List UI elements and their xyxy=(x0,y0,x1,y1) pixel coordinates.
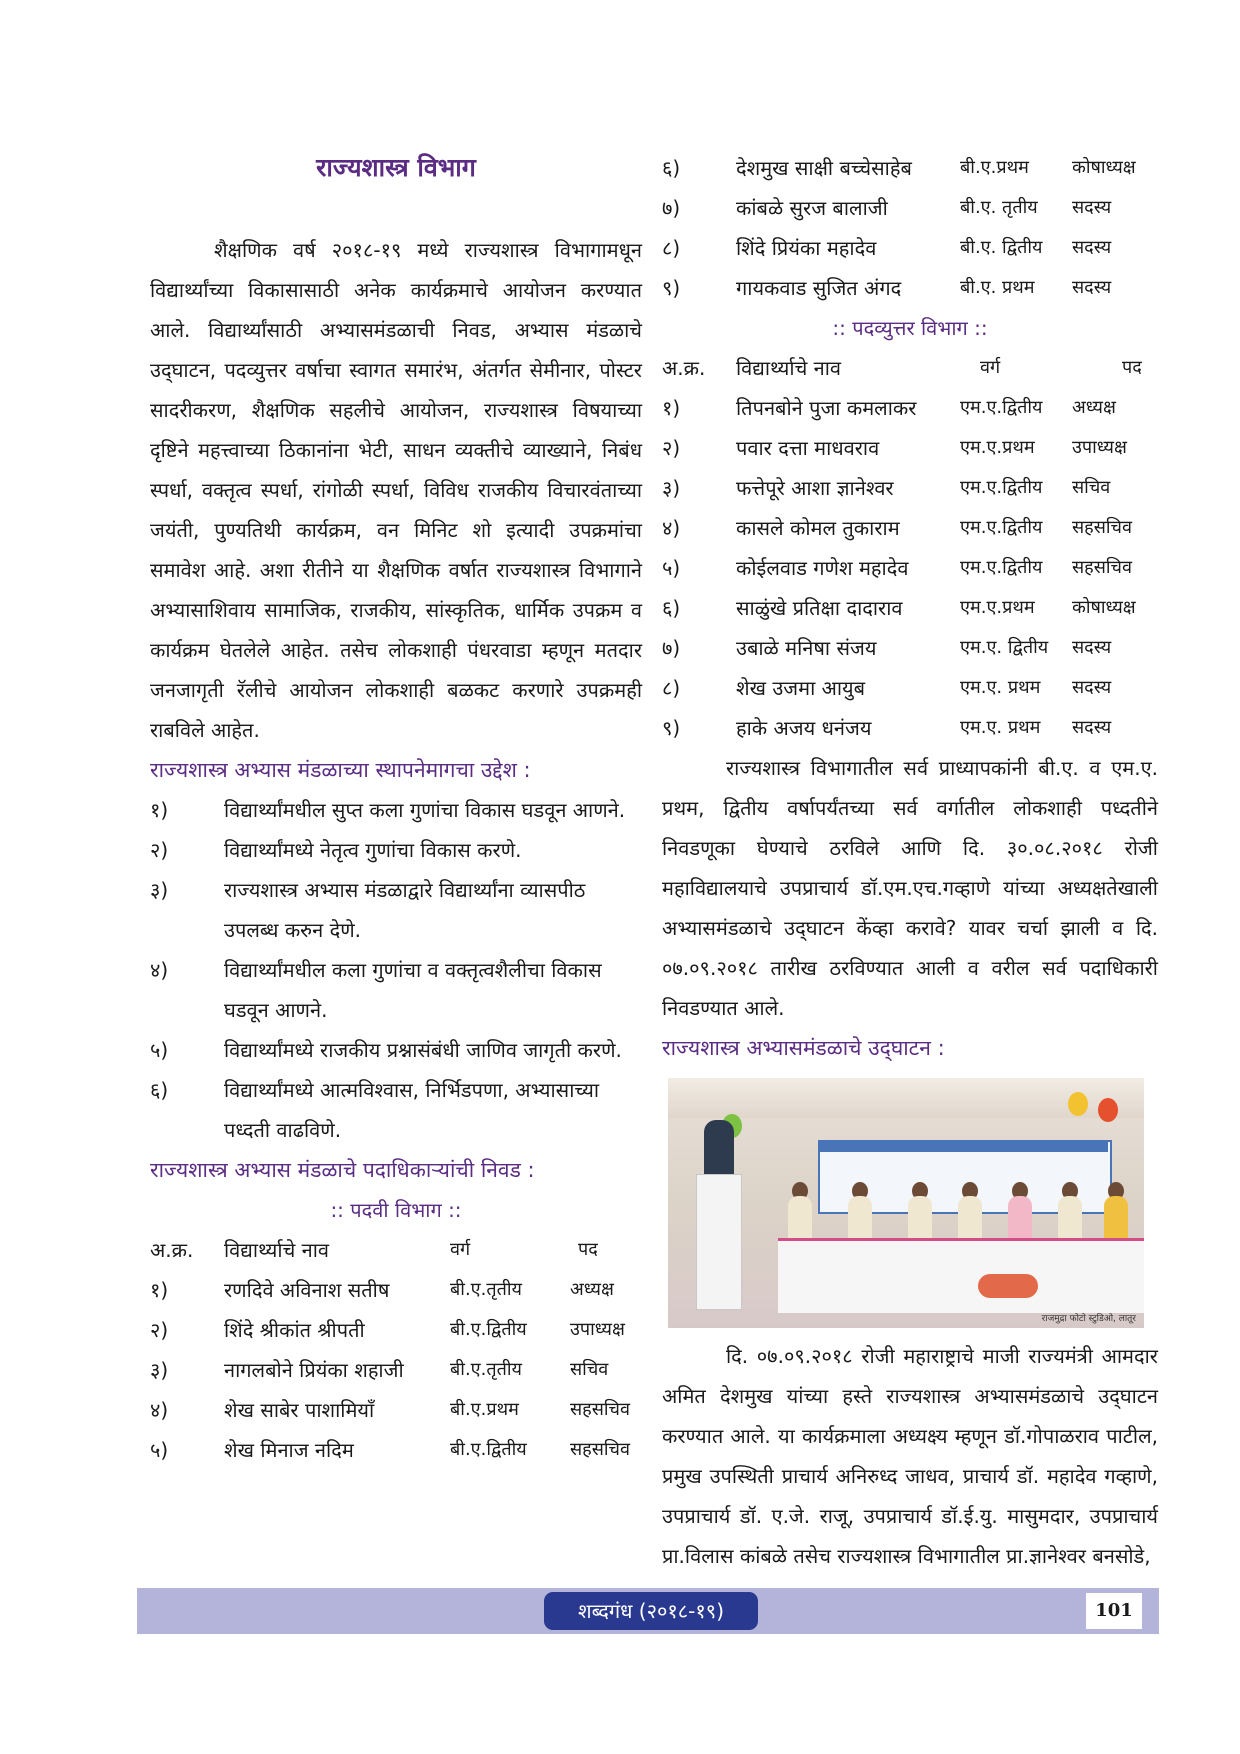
cell-class: बी.ए. तृतीय xyxy=(960,197,1038,218)
table-row xyxy=(662,548,1158,588)
table-row xyxy=(662,668,1158,708)
cell-post: सदस्य xyxy=(1072,717,1112,738)
cell-no: ३) xyxy=(662,476,681,500)
magazine-title: शब्दगंध (२०१८-१९) xyxy=(544,1592,758,1630)
cell-name: कासले कोमल तुकाराम xyxy=(736,516,900,540)
page-title: राज्यशास्त्र विभाग xyxy=(316,153,476,182)
cell-post: सहसचिव xyxy=(570,1399,630,1420)
list-text: विद्यार्थ्यांमध्ये आत्मविश्वास, निर्भिडपणा, अभ्यासाच्या पध्दती वाढविणे. xyxy=(224,1078,600,1142)
cell-no: ६) xyxy=(662,156,681,180)
cell-no: ७) xyxy=(662,196,681,220)
table-row xyxy=(150,1390,642,1430)
cell-class: बी.ए.तृतीय xyxy=(450,1279,522,1300)
cell-no: ९) xyxy=(662,716,681,740)
list-number: ३) xyxy=(150,878,169,902)
cell-post: सदस्य xyxy=(1072,637,1112,658)
guest-figure xyxy=(1008,1196,1032,1240)
dais-table xyxy=(778,1238,1144,1313)
cell-name: तिपनबोने पुजा कमलाकर xyxy=(736,396,917,420)
cell-class: एम.ए.द्वितीय xyxy=(960,517,1043,538)
balloon-icon xyxy=(1098,1098,1118,1122)
list-text: विद्यार्थ्यांमध्ये नेतृत्व गुणांचा विकास करणे. xyxy=(224,838,522,862)
cell-class: बी.ए.द्वितीय xyxy=(450,1439,527,1460)
balloon-icon xyxy=(1068,1092,1088,1116)
table-row xyxy=(662,228,1158,268)
cell-no: ३) xyxy=(150,1358,169,1382)
cell-no: २) xyxy=(150,1318,169,1342)
cell-no: १) xyxy=(662,396,681,420)
cell-class: एम.ए.द्वितीय xyxy=(960,477,1043,498)
table-row xyxy=(662,268,1158,308)
cell-class: बी.ए.प्रथम xyxy=(960,157,1029,178)
cell-name: उबाळे मनिषा संजय xyxy=(736,636,877,660)
list-text: विद्यार्थ्यांमधील कला गुणांचा व वक्तृत्वशैलीचा विकास घडवून आणने. xyxy=(224,958,602,1022)
cell-no: ४) xyxy=(662,516,681,540)
header-post: पद xyxy=(578,1239,598,1260)
cell-post: सदस्य xyxy=(1072,677,1112,698)
photo-caption: राजमुद्रा फोटो स्टुडिओ, लातूर xyxy=(1041,1314,1136,1324)
list-item xyxy=(150,790,642,830)
cell-name: शेख मिनाज नदिम xyxy=(224,1438,354,1462)
list-text: विद्यार्थ्यांमध्ये राजकीय प्रश्नासंबंधी जाणिव जागृती करणे. xyxy=(224,1038,622,1062)
header-class: वर्ग xyxy=(450,1239,471,1260)
table-header xyxy=(150,1230,642,1270)
ug-table-continued xyxy=(662,148,1158,308)
table-row xyxy=(662,508,1158,548)
election-paragraph: राज्यशास्त्र विभागातील सर्व प्राध्यापकांनी बी.ए. व एम.ए. प्रथम, द्वितीय वर्षापर्यंतच्या सर्व वर्गातील लोकशाही पध्दतीने निवडणूका घेण्याचे ठरविले आणि दि. ३०.०८.२०१८ रोजी महाविद्यालयाचे उपप्राचार्य डॉ.एम.एच.गव्हाणे यांच्या अध्यक्षतेखाली अभ्यासमंडळाचे उद्‌घाटन केंव्हा करावे? यावर चर्चा झाली व दि. ०७.०९.२०१८ तारीख ठरविण्यात आली व वरील सर्व पदाधिकारी निवडण्यात आले. xyxy=(662,756,1158,1020)
cell-post: उपाध्यक्ष xyxy=(570,1319,625,1340)
cell-name: रणदिवे अविनाश सतीष xyxy=(224,1278,390,1302)
cell-post: कोषाध्यक्ष xyxy=(1072,597,1136,618)
cell-no: ८) xyxy=(662,236,681,260)
cell-no: ६) xyxy=(662,596,681,620)
cell-no: २) xyxy=(662,436,681,460)
right-column xyxy=(662,148,1158,1576)
cell-post: सचिव xyxy=(570,1359,609,1380)
pg-section-title: :: पदव्युत्तर विभाग :: xyxy=(832,316,988,340)
header-no: अ.क्र. xyxy=(150,1238,194,1262)
table-row xyxy=(662,388,1158,428)
list-text: विद्यार्थ्यांमधील सुप्त कला गुणांचा विकास घडवून आणने. xyxy=(224,798,626,822)
guest-figure xyxy=(1104,1196,1128,1240)
cell-class: बी.ए.द्वितीय xyxy=(450,1319,527,1340)
cell-class: एम.ए.द्वितीय xyxy=(960,557,1043,578)
objectives-list xyxy=(150,790,642,1150)
cell-class: एम.ए. प्रथम xyxy=(960,717,1041,738)
speaker-figure xyxy=(704,1120,734,1174)
cell-no: ५) xyxy=(150,1438,169,1462)
list-number: ४) xyxy=(150,958,169,982)
cell-no: ४) xyxy=(150,1398,169,1422)
cell-name: शेख उजमा आयुब xyxy=(736,676,866,700)
header-post: पद xyxy=(1122,357,1142,378)
list-text: राज्यशास्त्र अभ्यास मंडळाद्वारे विद्यार्थ्यांना व्यासपीठ उपलब्ध करुन देणे. xyxy=(224,878,586,942)
table-row xyxy=(662,468,1158,508)
header-name: विद्यार्थ्याचे नाव xyxy=(224,1238,330,1262)
cell-no: ९) xyxy=(662,276,681,300)
cell-name: कांबळे सुरज बालाजी xyxy=(736,196,888,220)
table-row xyxy=(150,1310,642,1350)
cell-name: शेख साबेर पाशामियाँ xyxy=(224,1398,375,1422)
inauguration-title: राज्यशास्त्र अभ्यासमंडळाचे उद्‌घाटन : xyxy=(662,1036,945,1060)
cell-class: एम.ए.प्रथम xyxy=(960,437,1035,458)
cell-post: सदस्य xyxy=(1072,237,1112,258)
left-column xyxy=(150,150,642,1470)
list-number: ६) xyxy=(150,1078,169,1102)
table-header xyxy=(662,348,1158,388)
cell-post: अध्यक्ष xyxy=(570,1279,614,1300)
table-row xyxy=(150,1350,642,1390)
podium xyxy=(696,1174,742,1310)
guest-figure xyxy=(958,1196,982,1240)
table-row xyxy=(662,428,1158,468)
list-item xyxy=(150,950,642,1030)
cell-post: अध्यक्ष xyxy=(1072,397,1116,418)
flower-bouquet xyxy=(978,1274,1038,1298)
table-row xyxy=(150,1430,642,1470)
officers-title: राज्यशास्त्र अभ्यास मंडळाचे पदाधिकाऱ्यांची निवड : xyxy=(150,1158,535,1182)
cell-post: सहसचिव xyxy=(570,1439,630,1460)
table-row xyxy=(150,1270,642,1310)
list-item xyxy=(150,1030,642,1070)
cell-name: नागलबोने प्रियंका शहाजी xyxy=(224,1358,404,1382)
cell-post: सहसचिव xyxy=(1072,557,1132,578)
guest-figure xyxy=(1058,1196,1082,1240)
inauguration-paragraph: दि. ०७.०९.२०१८ रोजी महाराष्ट्राचे माजी राज्यमंत्री आमदार अमित देशमुख यांच्या हस्ते राज्यशास्त्र अभ्यासमंडळाचे उद्‌घाटन करण्यात आले. या कार्यक्रमाला अध्यक्ष्य म्हणून डॉ.गोपाळराव पाटील, प्रमुख उपस्थिती प्राचार्य अनिरुध्द जाधव, प्राचार्य डॉ. महादेव गव्हाणे, उपप्राचार्य डॉ. ए.जे. राजू, उपप्राचार्य डॉ.ई.यु. मासुमदार, उपप्राचार्य प्रा.विलास कांबळे तसेच राज्यशास्त्र विभागातील प्रा.ज्ञानेश्वर बनसोडे, xyxy=(662,1344,1158,1568)
header-class: वर्ग xyxy=(980,357,1001,378)
ug-table xyxy=(150,1230,642,1470)
page-number: 101 xyxy=(1086,1593,1142,1629)
photo-banner-strip xyxy=(818,1140,1108,1152)
cell-name: हाके अजय धनंजय xyxy=(736,716,872,740)
ug-section-title: :: पदवी विभाग :: xyxy=(330,1198,462,1222)
objectives-title: राज्यशास्त्र अभ्यास मंडळाच्या स्थापनेमागचा उद्देश : xyxy=(150,758,531,782)
guest-figure xyxy=(908,1196,932,1240)
cell-class: एम.ए.द्वितीय xyxy=(960,397,1043,418)
cell-name: साळुंखे प्रतिक्षा दादाराव xyxy=(736,596,903,620)
cell-class: एम.ए.प्रथम xyxy=(960,597,1035,618)
cell-no: ७) xyxy=(662,636,681,660)
guest-figure xyxy=(848,1196,872,1240)
cell-name: पवार दत्ता माधवराव xyxy=(736,436,880,460)
table-row xyxy=(662,188,1158,228)
cell-post: कोषाध्यक्ष xyxy=(1072,157,1136,178)
cell-name: शिंदे प्रियंका महादेव xyxy=(736,236,877,260)
list-number: १) xyxy=(150,798,169,822)
cell-name: कोईलवाड गणेश महादेव xyxy=(736,556,909,580)
cell-no: १) xyxy=(150,1278,169,1302)
guest-figure xyxy=(788,1196,812,1240)
cell-class: बी.ए.प्रथम xyxy=(450,1399,519,1420)
cell-name: फत्तेपूरे आशा ज्ञानेश्वर xyxy=(736,476,894,500)
cell-post: सहसचिव xyxy=(1072,517,1132,538)
cell-post: सदस्य xyxy=(1072,197,1112,218)
cell-class: बी.ए.तृतीय xyxy=(450,1359,522,1380)
cell-post: उपाध्यक्ष xyxy=(1072,437,1127,458)
cell-name: गायकवाड सुजित अंगद xyxy=(736,276,902,300)
cell-post: सचिव xyxy=(1072,477,1111,498)
header-no: अ.क्र. xyxy=(662,356,706,380)
cell-no: ८) xyxy=(662,676,681,700)
inauguration-photo xyxy=(668,1078,1144,1328)
list-item xyxy=(150,1070,642,1150)
list-number: २) xyxy=(150,838,169,862)
header-name: विद्यार्थ्याचे नाव xyxy=(736,356,842,380)
intro-paragraph: शैक्षणिक वर्ष २०१८-१९ मध्ये राज्यशास्त्र विभागामधून विद्यार्थ्यांच्या विकासासाठी अनेक कार्यक्रमाचे आयोजन करण्यात आले. विद्यार्थ्यांसाठी अभ्यासमंडळाची निवड, अभ्यास मंडळाचे उद्‌घाटन, पदव्युत्तर वर्षाचा स्वागत समारंभ, अंतर्गत सेमीनार, पोस्टर सादरीकरण, शैक्षणिक सहलीचे आयोजन, राज्यशास्त्र विषयाच्या दृष्टिने महत्त्वाच्या ठिकानांना भेटी, साधन व्यक्तीचे व्याख्याने, निबंध स्पर्धा, वक्तृत्व स्पर्धा, रांगोळी स्पर्धा, विविध राजकीय विचारवंताच्या जयंती, पुण्यतिथी कार्यक्रम, वन मिनिट शो इत्यादी उपक्रमांचा समावेश आहे. अशा रीतीने या शैक्षणिक वर्षात राज्यशास्त्र विभागाने अभ्यासाशिवाय सामाजिक, राजकीय, सांस्कृतिक, धार्मिक उपक्रम व कार्यक्रम घेतलेले आहेत. तसेच लोकशाही पंधरवाडा म्हणून मतदार जनजागृती रॅलीचे आयोजन लोकशाही बळकट करणारे उपक्रमही राबविले आहेत. xyxy=(150,238,642,742)
list-number: ५) xyxy=(150,1038,169,1062)
cell-class: एम.ए. द्वितीय xyxy=(960,637,1049,658)
cell-no: ५) xyxy=(662,556,681,580)
cell-class: बी.ए. द्वितीय xyxy=(960,237,1043,258)
cell-class: एम.ए. प्रथम xyxy=(960,677,1041,698)
cell-class: बी.ए. प्रथम xyxy=(960,277,1035,298)
table-row xyxy=(662,708,1158,748)
table-row xyxy=(662,588,1158,628)
table-row xyxy=(662,148,1158,188)
list-item xyxy=(150,830,642,870)
list-item xyxy=(150,870,642,950)
table-row xyxy=(662,628,1158,668)
cell-post: सदस्य xyxy=(1072,277,1112,298)
pg-table xyxy=(662,348,1158,748)
cell-name: शिंदे श्रीकांत श्रीपती xyxy=(224,1318,365,1342)
cell-name: देशमुख साक्षी बच्चेसाहेब xyxy=(736,156,912,180)
